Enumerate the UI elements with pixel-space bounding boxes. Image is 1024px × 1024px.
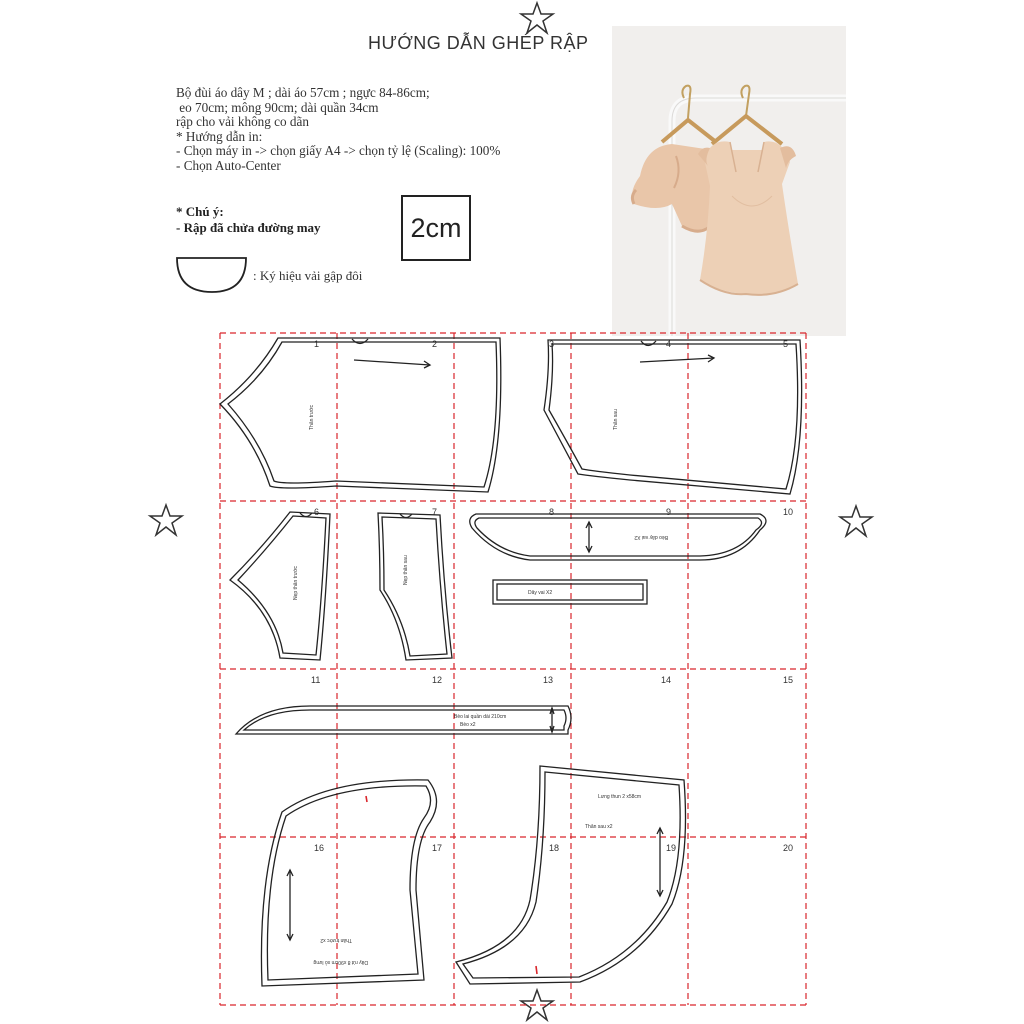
- piece-label: Lưng thun 2 x58cm: [598, 794, 642, 800]
- back-top-piece: [544, 340, 802, 494]
- scale-label: 2cm: [410, 212, 462, 243]
- note-text: - Rập đã chửa đường may: [176, 219, 321, 235]
- tile-number: 20: [783, 843, 794, 853]
- piece-label: Bèo dây vai X2: [634, 534, 668, 540]
- info-line: * Hướng dẫn in:: [176, 128, 263, 144]
- tile-number: 18: [549, 843, 560, 853]
- star-icon: [521, 3, 553, 33]
- front-facing-piece: [230, 512, 330, 660]
- note-title: * Chú ý:: [176, 204, 224, 219]
- piece-label: Nẹp thân trước: [293, 566, 299, 600]
- star-icon: [840, 506, 872, 536]
- info-line: Bộ đùi áo dây M ; dài áo 57cm ; ngực 84-86cm;: [176, 85, 430, 100]
- piece-label: Dây vai X2: [528, 590, 553, 596]
- piece-label: Bèo lai quần dài 210cm: [454, 714, 507, 720]
- front-top-piece: [220, 338, 501, 492]
- tile-number: 3: [549, 339, 555, 349]
- info-line: - Chọn máy in -> chọn giấy A4 -> chọn tỷ lệ (Scaling): 100%: [176, 143, 501, 159]
- tile-number: 11: [311, 675, 321, 685]
- tile-number: 2: [432, 339, 438, 349]
- tile-number: 8: [549, 507, 555, 517]
- back-facing-piece: [378, 513, 452, 660]
- piece-label: Thân sau x2: [585, 824, 613, 830]
- info-line: rập cho vải không co dãn: [176, 114, 309, 130]
- shorts-front-piece: [261, 780, 436, 986]
- star-icon: [150, 505, 182, 535]
- fold-legend-label: : Ký hiệu vải gập đôi: [253, 268, 363, 283]
- tile-number: 6: [314, 507, 320, 517]
- tile-number: 7: [432, 507, 438, 517]
- tile-number: 9: [666, 507, 672, 517]
- tile-number: 1: [314, 339, 320, 349]
- piece-label: Bèo x2: [460, 722, 476, 728]
- tile-number: 5: [783, 339, 789, 349]
- fold-symbol-icon: [177, 258, 246, 292]
- piece-label: Thân sau: [613, 409, 619, 430]
- piece-label: Nẹp thân sau: [403, 555, 409, 585]
- tile-number: 4: [666, 339, 672, 349]
- tile-number: 16: [314, 843, 325, 853]
- info-line: - Chọn Auto-Center: [176, 157, 281, 173]
- piece-label: Thân trước: [309, 405, 315, 430]
- strap-piece: [493, 580, 647, 604]
- info-line: eo 70cm; mông 90cm; dài quần 34cm: [176, 99, 379, 115]
- piece-label: Dây rút 8 x90cm xỏ lưng: [313, 959, 368, 965]
- ruffle-piece: [470, 514, 766, 560]
- page-title: HƯỚNG DẪN GHÉP RẬP: [368, 33, 589, 53]
- tile-number: 19: [666, 843, 677, 853]
- tile-number: 17: [432, 843, 443, 853]
- waist-ruffle-piece: [236, 706, 571, 734]
- tile-number: 12: [432, 675, 443, 685]
- piece-label: Thân trước x2: [320, 937, 352, 943]
- tile-number: 13: [543, 675, 554, 685]
- tile-grid: [220, 333, 806, 1005]
- tile-number: 10: [783, 507, 794, 517]
- tile-number: 15: [783, 675, 794, 685]
- tile-number: 14: [661, 675, 672, 685]
